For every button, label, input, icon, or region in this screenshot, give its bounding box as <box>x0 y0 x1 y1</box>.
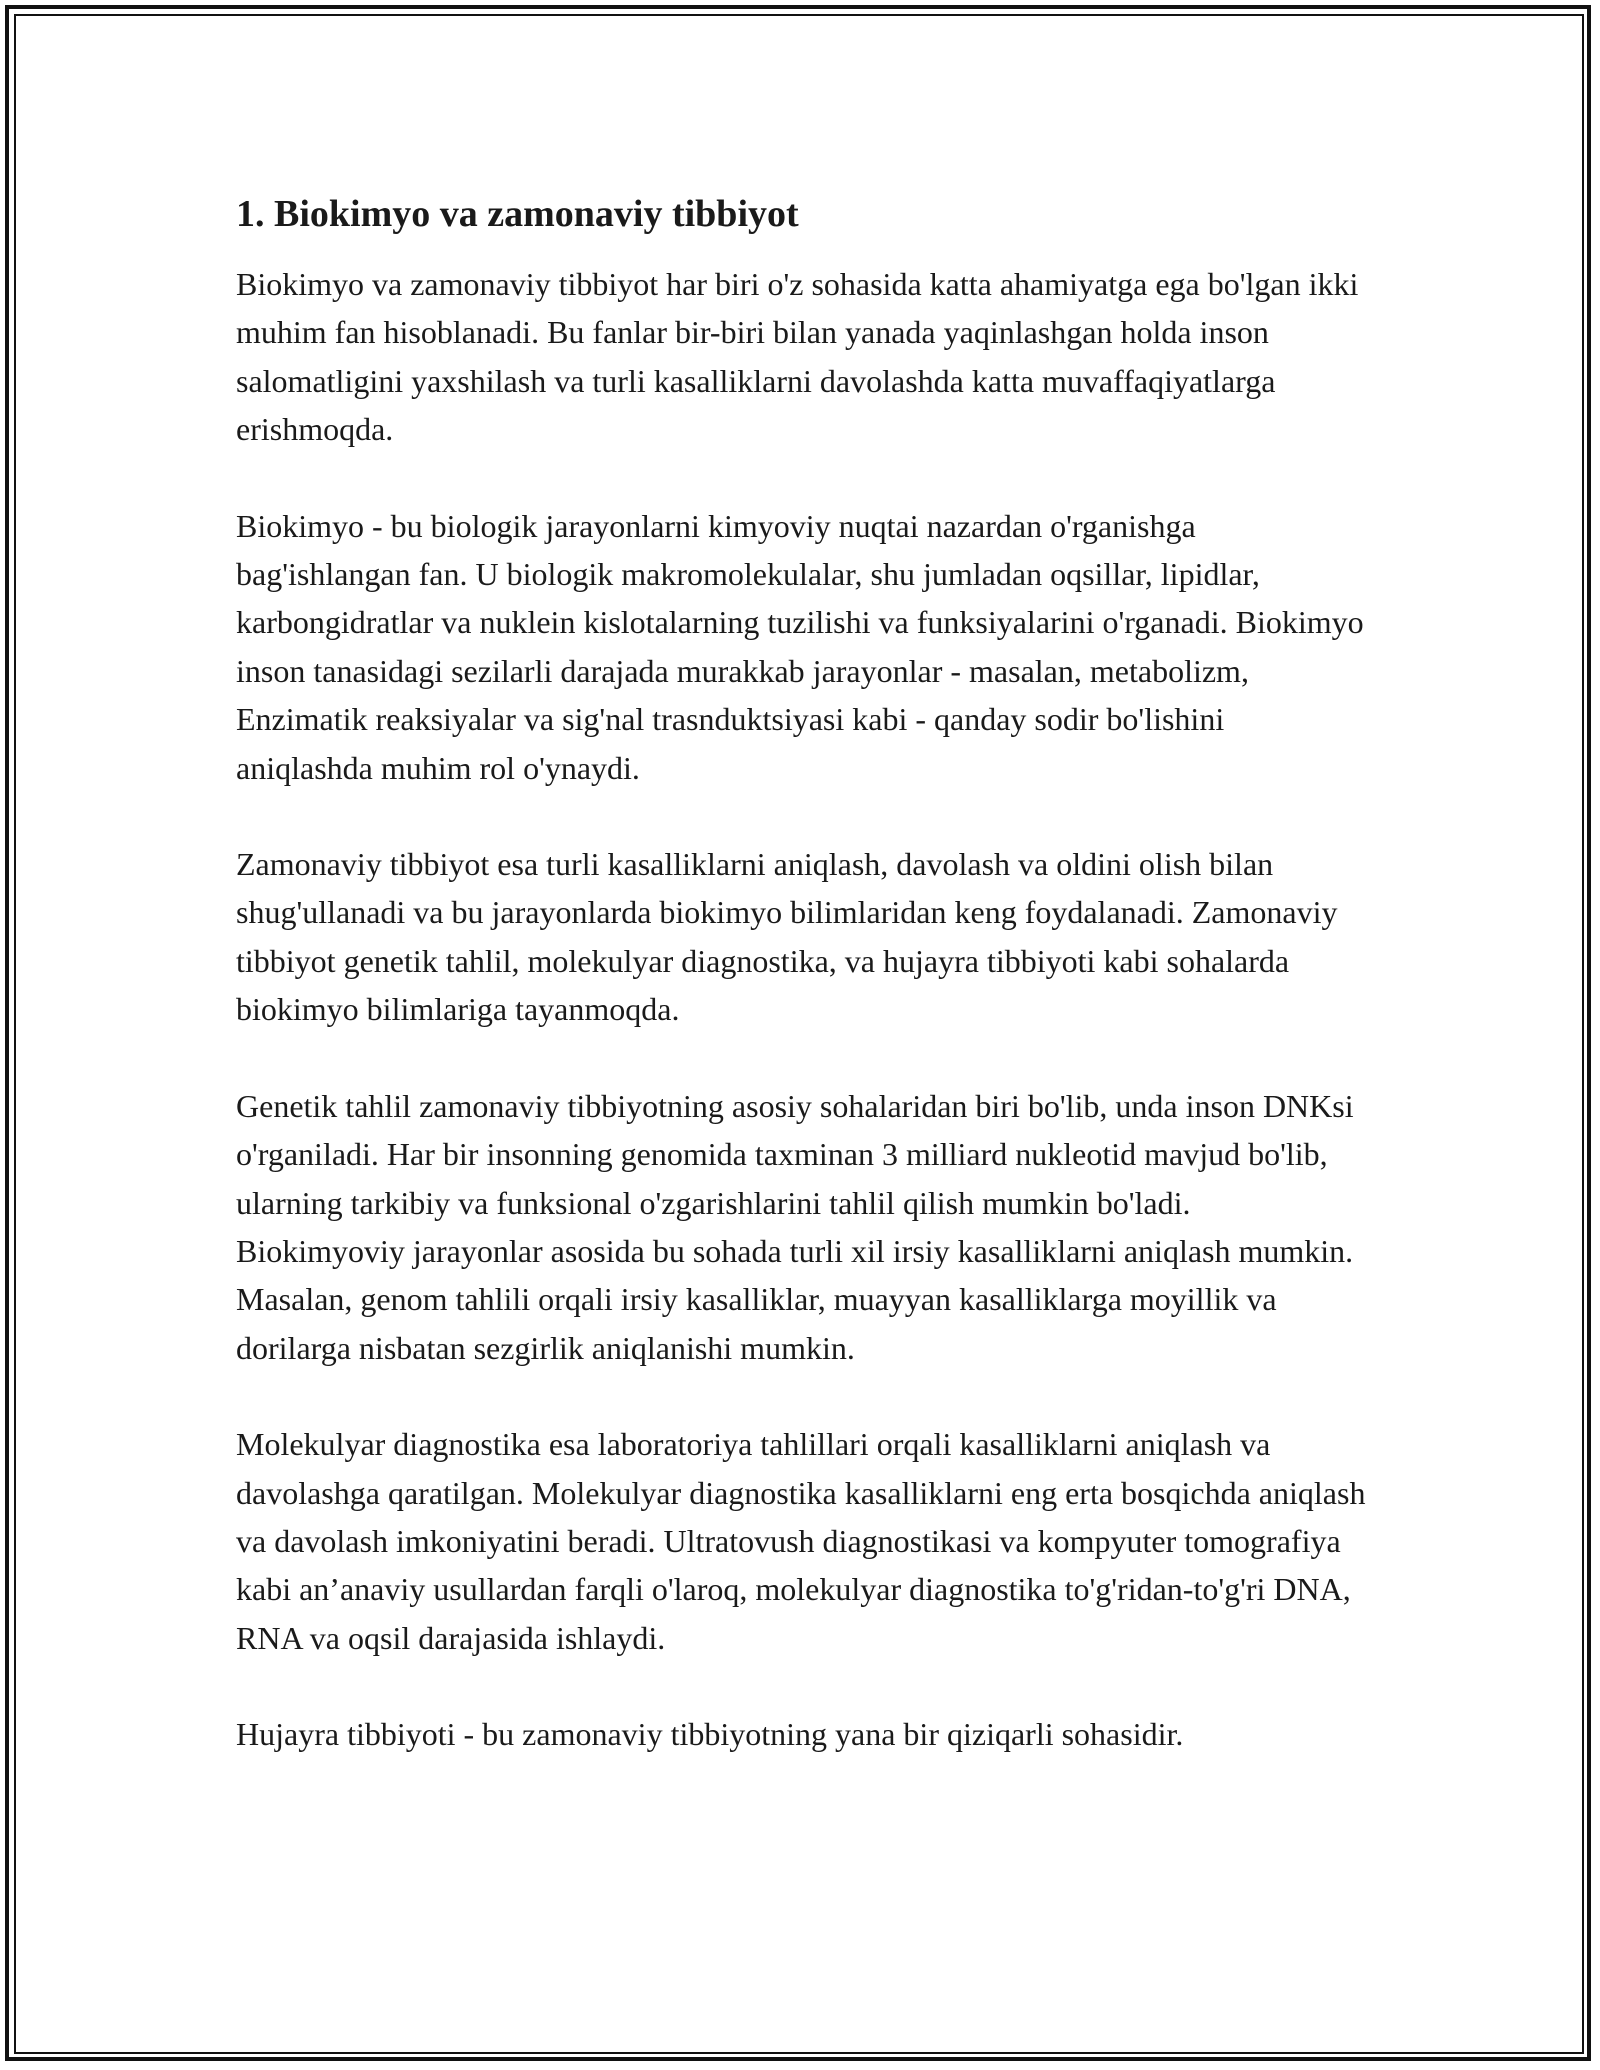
section-heading: 1. Biokimyo va zamonaviy tibbiyot <box>236 193 799 235</box>
paragraph-cell-medicine: Hujayra tibbiyoti - bu zamonaviy tibbiyotning yana bir qiziqarli sohasidir. <box>236 1716 1184 1753</box>
paragraph-modern-medicine: Zamonaviy tibbiyot esa turli kasalliklarni aniqlash, davolash va oldini olish bilan shug'ullanadi va bu jarayonlarda biokimyo bilimlaridan keng foydalanadi. Zamonaviy tibbiyot genetik tahlil, molekulyar diagnostika, va hujayra tibbiyoti kabi sohalarda biokimyo bilimlariga tayanmoqda. <box>236 846 1338 1028</box>
document-body <box>236 188 1366 1807</box>
paragraph-genetic-analysis: Genetik tahlil zamonaviy tibbiyotning asosiy sohalaridan biri bo'lib, unda inson DNKsi o'rganiladi. Har bir insonning genomida taxminan 3 milliard nukleotid mavjud bo'lib, ularning tarkibiy va funksional o'zgarishlarini tahlil qilish mumkin bo'ladi. Biokimyoviy jarayonlar asosida bu sohada turli xil irsiy kasalliklarni aniqlash mumkin. Masalan, genom tahlili orqali irsiy kasalliklar, muayyan kasalliklarga moyillik va dorilarga nisbatan sezgirlik aniqlanishi mumkin. <box>236 1087 1354 1366</box>
paragraph-intro: Biokimyo va zamonaviy tibbiyot har biri o'z sohasida katta ahamiyatga ega bo'lgan ikki muhim fan hisoblanadi. Bu fanlar bir-biri bilan yanada yaqinlashgan holda inson salomatligini yaxshilash va turli kasalliklarni davolashda katta muvaffaqiyatlarga erishmoqda. <box>236 266 1359 448</box>
paragraph-biochemistry: Biokimyo - bu biologik jarayonlarni kimyoviy nuqtai nazardan o'rganishga bag'ishlangan fan. U biologik makromolekulalar, shu jumladan oqsillar, lipidlar, karbongidratlar va nuklein kislotalarning tuzilishi va funksiyalarini o'rganadi. Biokimyo inson tanasidagi sezilarli darajada murakkab jarayonlar - masalan, metabolizm, Enzimatik reaksiyalar va sig'nal trasnduktsiyasi kabi - qanday sodir bo'lishini aniqlashda muhim rol o'ynaydi. <box>236 507 1364 786</box>
paragraph-molecular-diagnostics: Molekulyar diagnostika esa laboratoriya tahlillari orqali kasalliklarni aniqlash va davolashga qaratilgan. Molekulyar diagnostika kasalliklarni eng erta bosqichda aniqlash va davolash imkoniyatini beradi. Ultratovush diagnostikasi va kompyuter tomografiya kabi an’anaviy usullardan farqli o'laroq, molekulyar diagnostika to'g'ridan-to'g'ri DNA, RNA va oqsil darajasida ishlaydi. <box>236 1426 1366 1656</box>
